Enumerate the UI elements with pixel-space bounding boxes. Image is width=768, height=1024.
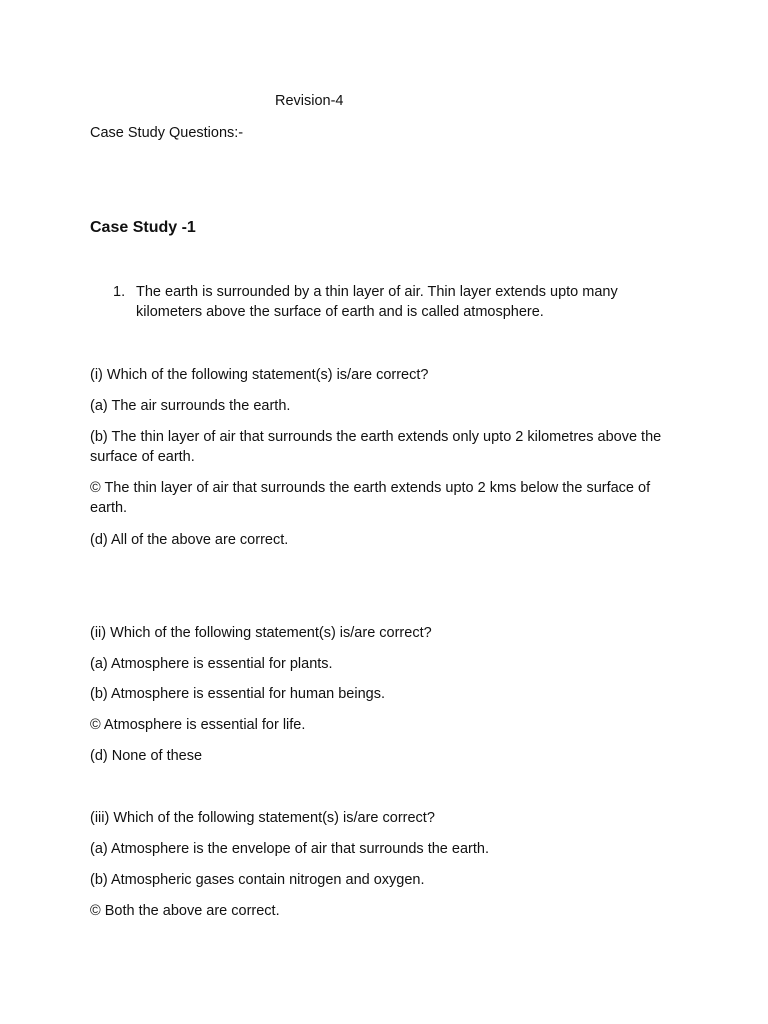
option-d: (d) All of the above are correct. [90,532,289,548]
question-text: (i) Which of the following statement(s) is/are correct? [90,367,429,383]
option-b: (b) Atmosphere is essential for human beings. [90,686,385,702]
question-text: (iii) Which of the following statement(s) is/are correct? [90,810,435,826]
passage-number: 1. [113,284,126,300]
option-a: (a) Atmosphere is the envelope of air that surrounds the earth. [90,841,489,857]
case-study-heading: Case Study -1 [90,219,196,236]
question-text: (ii) Which of the following statement(s) is/are correct? [90,625,432,641]
option-a: (a) Atmosphere is essential for plants. [90,656,333,672]
option-c: © Both the above are correct. [90,903,280,919]
document-title: Revision-4 [275,93,344,109]
passage-text: The earth is surrounded by a thin layer of air. Thin layer extends upto many kilometers above the surface of earth and is called atmosphere. [136,284,618,320]
option-b: (b) Atmospheric gases contain nitrogen and oxygen. [90,872,425,888]
section-label: Case Study Questions:- [90,125,244,141]
option-b: (b) The thin layer of air that surrounds the earth extends only upto 2 kilometres above the surface of earth. [90,429,662,465]
option-d: (d) None of these [90,748,203,764]
option-a: (a) The air surrounds the earth. [90,398,291,414]
option-c: © Atmosphere is essential for life. [90,717,306,733]
option-c: © The thin layer of air that surrounds the earth extends upto 2 kms below the surface of earth. [90,480,651,516]
